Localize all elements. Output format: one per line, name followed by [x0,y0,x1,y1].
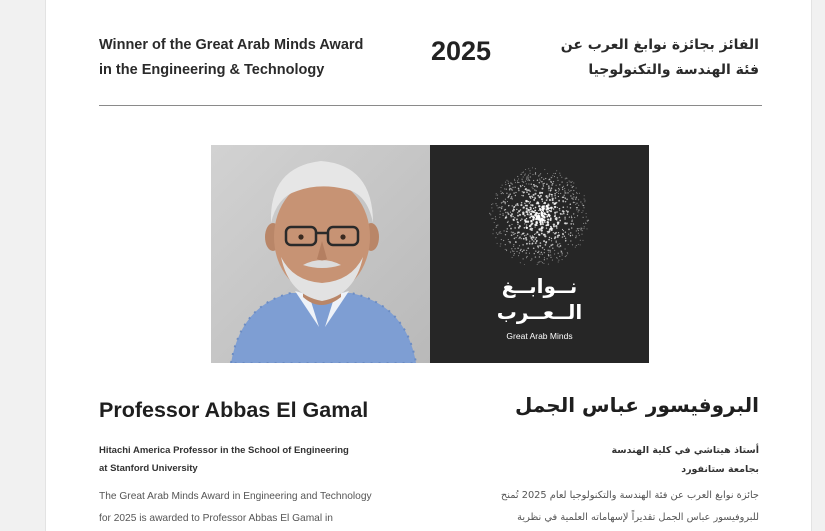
logo-arabic-line2: الــعــرب [496,300,583,324]
award-announcement-card [45,0,812,531]
logo-english-wordmark: Great Arab Minds [506,331,573,341]
award-description-english-line1: The Great Arab Minds Award in Engineering and Technology [99,491,372,502]
award-heading-arabic [499,33,759,83]
award-heading-arabic-line2: فئة الهندسة والتكنولوجيا [588,62,759,78]
logo-arabic-wordmark [430,273,649,325]
portrait-illustration [211,145,430,363]
laureate-title-arabic [509,441,759,479]
laureate-name-english: Professor Abbas El Gamal [99,398,369,422]
award-year: 2025 [430,36,492,66]
great-arab-minds-logo-panel [430,145,649,363]
logo-arabic-line1: نــوابــغ [501,274,578,298]
award-heading-english [99,33,409,83]
award-heading-english-line1: Winner of the Great Arab Minds Award [99,37,364,53]
award-heading-english-line2: in the Engineering & Technology [99,62,325,78]
award-heading-arabic-line1: الفائز بجائزة نوابغ العرب عن [560,37,759,53]
award-description-english-line2: for 2025 is awarded to Professor Abbas El Gamal in [99,513,333,524]
laureate-name-arabic: البروفيسور عباس الجمل [515,393,759,417]
laureate-portrait [211,145,430,363]
header-divider [99,105,762,106]
dot-cloud-emblem [430,145,649,265]
laureate-title-english-line1: Hitachi America Professor in the School of Engineering [99,445,349,456]
laureate-title-arabic-line2: بجامعة ستانفورد [681,464,759,475]
laureate-title-arabic-line1: أستاذ هيتاشي في كلية الهندسة [611,445,759,456]
award-description-arabic [449,485,759,529]
award-description-arabic-line2: للبروفيسور عباس الجمل تقديراً لإسهاماته العلمية في نظرية [517,512,759,523]
laureate-title-english-line2: at Stanford University [99,463,198,474]
award-description-arabic-line1: جائزة نوابغ العرب عن فئة الهندسة والتكنولوجيا لعام 2025 تُمنح [500,490,759,501]
award-description-english [99,486,409,530]
laureate-title-english [99,442,399,478]
